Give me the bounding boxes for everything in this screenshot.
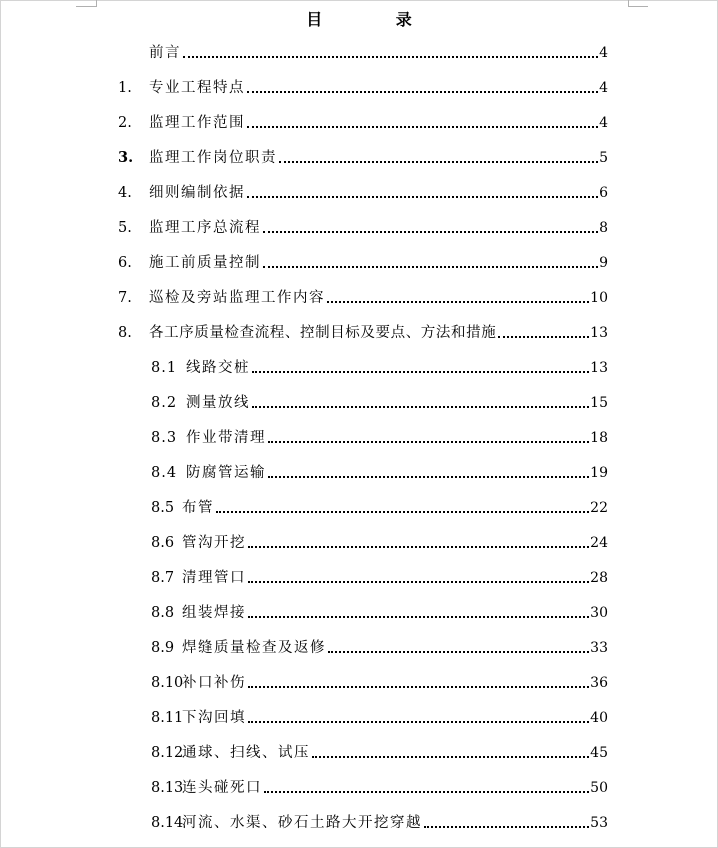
toc-entry-text: 前言 [149, 45, 181, 61]
toc-entry-page: 9 [599, 255, 608, 271]
toc-entry-page: 4 [599, 115, 608, 131]
toc-leader-dots [248, 721, 589, 723]
toc-leader-dots [268, 476, 589, 478]
toc-entry-text: 下沟回填 [182, 710, 246, 726]
toc-subentry[interactable] [151, 813, 608, 833]
toc-entry-text: 布管 [182, 500, 214, 516]
toc-leader-dots [279, 161, 598, 163]
toc-entry[interactable] [118, 183, 608, 203]
toc-entry-number: 8.3 [151, 430, 178, 446]
toc-subentry[interactable] [151, 393, 608, 413]
toc-entry-page: 4 [599, 45, 608, 61]
toc-entry-number: 8.8 [151, 605, 175, 621]
toc-leader-dots [263, 266, 598, 268]
toc-entry-page: 50 [590, 780, 608, 796]
toc-entry-text: 作业带清理 [186, 430, 266, 446]
toc-subentry[interactable] [151, 638, 608, 658]
toc-entry[interactable] [118, 78, 608, 98]
toc-subentry[interactable] [151, 778, 608, 798]
toc-entry-number: 8.1 [151, 360, 178, 376]
toc-entry-text: 河流、水渠、砂石土路大开挖穿越 [182, 815, 422, 831]
toc-leader-dots [252, 406, 589, 408]
toc-leader-dots [312, 756, 589, 758]
toc-leader-dots [216, 511, 589, 513]
toc-entry-number: 8.11 [151, 710, 184, 726]
toc-entry-page: 22 [590, 500, 608, 516]
toc-entry-page: 13 [590, 360, 608, 376]
toc-entry-text: 通球、扫线、试压 [182, 745, 310, 761]
toc-entry-page: 45 [590, 745, 608, 761]
crop-mark-top-right-h [628, 6, 648, 7]
toc-subentry[interactable] [151, 533, 608, 553]
toc-leader-dots [424, 826, 589, 828]
toc-entry-page: 4 [599, 80, 608, 96]
toc-entry-page: 33 [590, 640, 608, 656]
toc-entry-number: 8.12 [151, 745, 184, 761]
toc-entry-text: 测量放线 [186, 395, 250, 411]
toc-entry-text: 监理工作岗位职责 [149, 150, 277, 166]
toc-subentry[interactable] [151, 743, 608, 763]
toc-leader-dots [183, 56, 598, 58]
toc-leader-dots [248, 686, 589, 688]
toc-entry-number: 6. [118, 255, 132, 271]
toc-entry-page: 24 [590, 535, 608, 551]
toc-leader-dots [268, 441, 589, 443]
toc-subentry[interactable] [151, 673, 608, 693]
toc-leader-dots [263, 231, 598, 233]
toc-entry-text: 监理工作范围 [149, 115, 245, 131]
toc-leader-dots [248, 546, 589, 548]
toc-entry-page: 10 [590, 290, 608, 306]
toc-entry-page: 6 [599, 185, 608, 201]
toc-subentry[interactable] [151, 498, 608, 518]
toc-leader-dots [247, 91, 598, 93]
toc-entry-text: 连头碰死口 [182, 780, 262, 796]
toc-entry-number: 4. [118, 185, 132, 201]
toc-leader-dots [248, 581, 589, 583]
toc-entry-text: 清理管口 [182, 570, 246, 586]
toc-entry[interactable] [118, 148, 608, 168]
toc-entry-text: 线路交桩 [186, 360, 250, 376]
toc-entry-number: 8.7 [151, 570, 175, 586]
toc-subentry[interactable] [151, 428, 608, 448]
toc-entry-preface[interactable] [149, 43, 608, 63]
toc-entry-number: 8. [118, 325, 132, 341]
toc-leader-dots [328, 651, 589, 653]
toc-leader-dots [327, 301, 589, 303]
toc-entry-page: 8 [599, 220, 608, 236]
toc-subentry[interactable] [151, 463, 608, 483]
toc-entry[interactable] [118, 113, 608, 133]
toc-entry-page: 40 [590, 710, 608, 726]
toc-entry-number: 5. [118, 220, 132, 236]
toc-entry-text: 施工前质量控制 [149, 255, 261, 271]
toc-subentry[interactable] [151, 358, 608, 378]
toc-entry-number: 2. [118, 115, 132, 131]
toc-entry-number: 8.9 [151, 640, 175, 656]
toc-entry-page: 28 [590, 570, 608, 586]
toc-entry-text: 巡检及旁站监理工作内容 [149, 290, 325, 306]
toc-subentry[interactable] [151, 603, 608, 623]
toc-entry-page: 18 [590, 430, 608, 446]
toc-entry-page: 19 [590, 465, 608, 481]
toc-entry-page: 13 [590, 325, 608, 341]
toc-entry-text: 补口补伤 [182, 675, 246, 691]
toc-entry-number: 7. [118, 290, 132, 306]
toc-entry-text: 焊缝质量检查及返修 [182, 640, 326, 656]
toc-entry-number: 8.5 [151, 500, 175, 516]
toc-entry-number: 8.14 [151, 815, 184, 831]
toc-title: 目 录 [306, 10, 446, 29]
toc-leader-dots [498, 336, 589, 338]
toc-entry[interactable] [118, 253, 608, 273]
toc-entry-text: 各工序质量检查流程、控制目标及要点、方法和措施 [149, 325, 497, 341]
toc-entry-text: 专业工程特点 [149, 80, 245, 96]
toc-subentry[interactable] [151, 568, 608, 588]
toc-leader-dots [248, 616, 589, 618]
crop-mark-top-right-v [628, 0, 629, 7]
crop-mark-top-left-h [76, 6, 96, 7]
toc-entry-number: 1. [118, 80, 132, 96]
toc-leader-dots [252, 371, 589, 373]
toc-entry-number: 8.2 [151, 395, 178, 411]
crop-mark-top-left-v [96, 0, 97, 7]
toc-leader-dots [247, 196, 598, 198]
toc-entry-text: 细则编制依据 [149, 185, 245, 201]
toc-entry-number: 8.13 [151, 780, 184, 796]
toc-entry[interactable] [118, 323, 608, 343]
toc-entry-page: 36 [590, 675, 608, 691]
toc-entry-number: 3. [118, 149, 134, 166]
toc-entry-number: 8.4 [151, 465, 178, 481]
toc-entry-text: 组装焊接 [182, 605, 246, 621]
toc-entry-text: 防腐管运输 [186, 465, 266, 481]
toc-leader-dots [247, 126, 598, 128]
toc-entry[interactable] [118, 218, 608, 238]
toc-leader-dots [264, 791, 589, 793]
toc-entry-page: 30 [590, 605, 608, 621]
toc-entry-text: 监理工序总流程 [149, 220, 261, 236]
toc-entry[interactable] [118, 288, 608, 308]
toc-entry-page: 5 [599, 150, 608, 166]
toc-entry-text: 管沟开挖 [182, 535, 246, 551]
toc-subentry[interactable] [151, 708, 608, 728]
toc-entry-page: 15 [590, 395, 608, 411]
toc-entry-page: 53 [590, 815, 608, 831]
toc-entry-number: 8.6 [151, 535, 175, 551]
toc-entry-number: 8.10 [151, 675, 184, 691]
